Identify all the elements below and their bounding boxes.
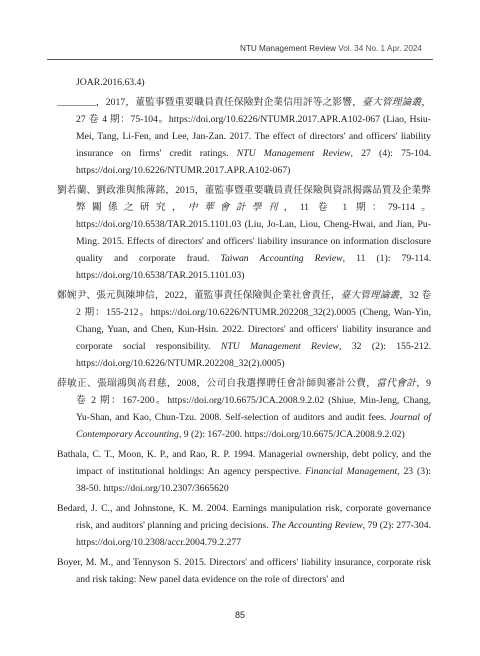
journal-title: 臺大管理論叢 xyxy=(340,290,400,301)
reference-text: 薛敏正、張瑞鴻與高君慈，2008，公司自我選擇聘任會計師與審計公費， xyxy=(57,378,377,389)
reference-text: , 11 (1): 79-114. https://doi.org/10.6538/TAR.2015.1101.03) xyxy=(76,253,431,281)
journal-title: Journal of Contemporary Accounting xyxy=(76,412,431,440)
reference-text: ，11 卷 1 期：79-114。https://doi.org/10.6538/TAR.2015.1101.03 (Liu, Jo-Lan, Liou, Cheng-Hwai, and Jian, Pu-Ming. 2015. Effects of directors' and officers' liability insurance on information disclosure quality and corporate fraud. xyxy=(76,202,431,264)
reference-text: , 79 (2): 277-304. https://doi.org/10.2308/accr.2004.79.2.277 xyxy=(76,520,431,548)
page-number: 85 xyxy=(234,610,245,620)
journal-title: Taiwan Accounting Review xyxy=(220,253,343,264)
reference-text: JOAR.2016.63.4) xyxy=(76,77,145,88)
reference-entry xyxy=(57,94,431,179)
reference-text: ，27 卷 4 期：75-104。https://doi.org/10.6226/NTUMR.2017.APR.A102-067 (Liao, Hsiu-Mei, Tang, Li-Fen, and Lee, Jan-Zan. 2017. The effect of directors' and officers' liability insurance on firms' credit ratings. xyxy=(76,97,432,159)
journal-title: 臺大管理論叢 xyxy=(362,97,422,108)
reference-entry xyxy=(57,554,431,588)
journal-name: NTU Management Review xyxy=(239,44,336,53)
reference-entry xyxy=(57,446,431,497)
reference-text: Bedard, J. C., and Johnstone, K. M. 2004. Earnings manipulation risk, corporate governance risk, and auditors' planning and pricing decisions. xyxy=(57,503,431,531)
reference-list xyxy=(57,74,431,588)
reference-text: ，32 卷 2 期：155-212。https://doi.org/10.6226/NTUMR.202208_32(2).0005 (Cheng, Wan-Yin, Chang, Yuan, and Chen, Kun-Hsin. 2022. Directors' and officers' liability insurance and corporate social responsibility. xyxy=(76,290,432,352)
reference-text: , 27 (4): 75-104. https://doi.org/10.6226/NTUMR.2017.APR.A102-067) xyxy=(76,148,432,176)
reference-entry xyxy=(57,375,431,443)
running-header xyxy=(240,44,422,53)
reference-text: Bathala, C. T., Moon, K. P., and Rao, R. P. 1994. Managerial ownership, debt policy, and the impact of institutional holdings: An agency perspective. xyxy=(57,449,431,477)
reference-text: ，9 卷 2 期：167-200。https://doi.org/10.6675/JCA.2008.9.2.02 (Shiue, Min-Jeng, Chang, Yu-Shan, and Kao, Chun-Tzu. 2008. Self-selection of auditors and audit fees. xyxy=(76,378,432,423)
reference-text: , 23 (3): 38-50. https://doi.org/10.2307/3665620 xyxy=(76,466,431,494)
reference-entry xyxy=(57,500,431,551)
journal-title: 當代會計 xyxy=(376,378,417,389)
journal-title: Financial Management xyxy=(305,466,398,477)
reference-text: 鄭婉尹、張元與陳坤信，2022，董監事責任保險與企業社會責任， xyxy=(57,290,341,301)
header-rule xyxy=(47,59,433,60)
reference-text: ________，2017，董監事暨重要職員責任保險對企業信用評等之影響， xyxy=(57,97,363,108)
reference-text: Boyer, M. M., and Tennyson S. 2015. Directors' and officers' liability insurance, corporate risk and risk taking: New panel data evidence on the role of directors' and xyxy=(57,557,431,585)
reference-text: 劉若蘭、劉政淮與熊薄銘，2015，董監事暨重要職員責任保險與資訊揭露品質及企業弊弊關係之研究， xyxy=(57,185,431,213)
reference-entry xyxy=(57,74,431,91)
reference-entry xyxy=(57,182,431,284)
reference-entry xyxy=(57,287,431,372)
journal-title: The Accounting Review xyxy=(271,520,363,531)
journal-title: 中華會計學刊 xyxy=(187,202,284,213)
reference-text: , 32 (2): 155-212. https://doi.org/10.6226/NTUMR.202208_32(2).0005) xyxy=(76,341,431,369)
journal-volume: Vol. 34 No. 1 Apr. 2024 xyxy=(338,44,422,53)
journal-title: NTU Management Review xyxy=(236,148,351,159)
reference-text: , 9 (2): 167-200. https://doi.org/10.6675/JCA.2008.9.2.02) xyxy=(178,429,405,440)
journal-title: NTU Management Review xyxy=(220,341,340,352)
